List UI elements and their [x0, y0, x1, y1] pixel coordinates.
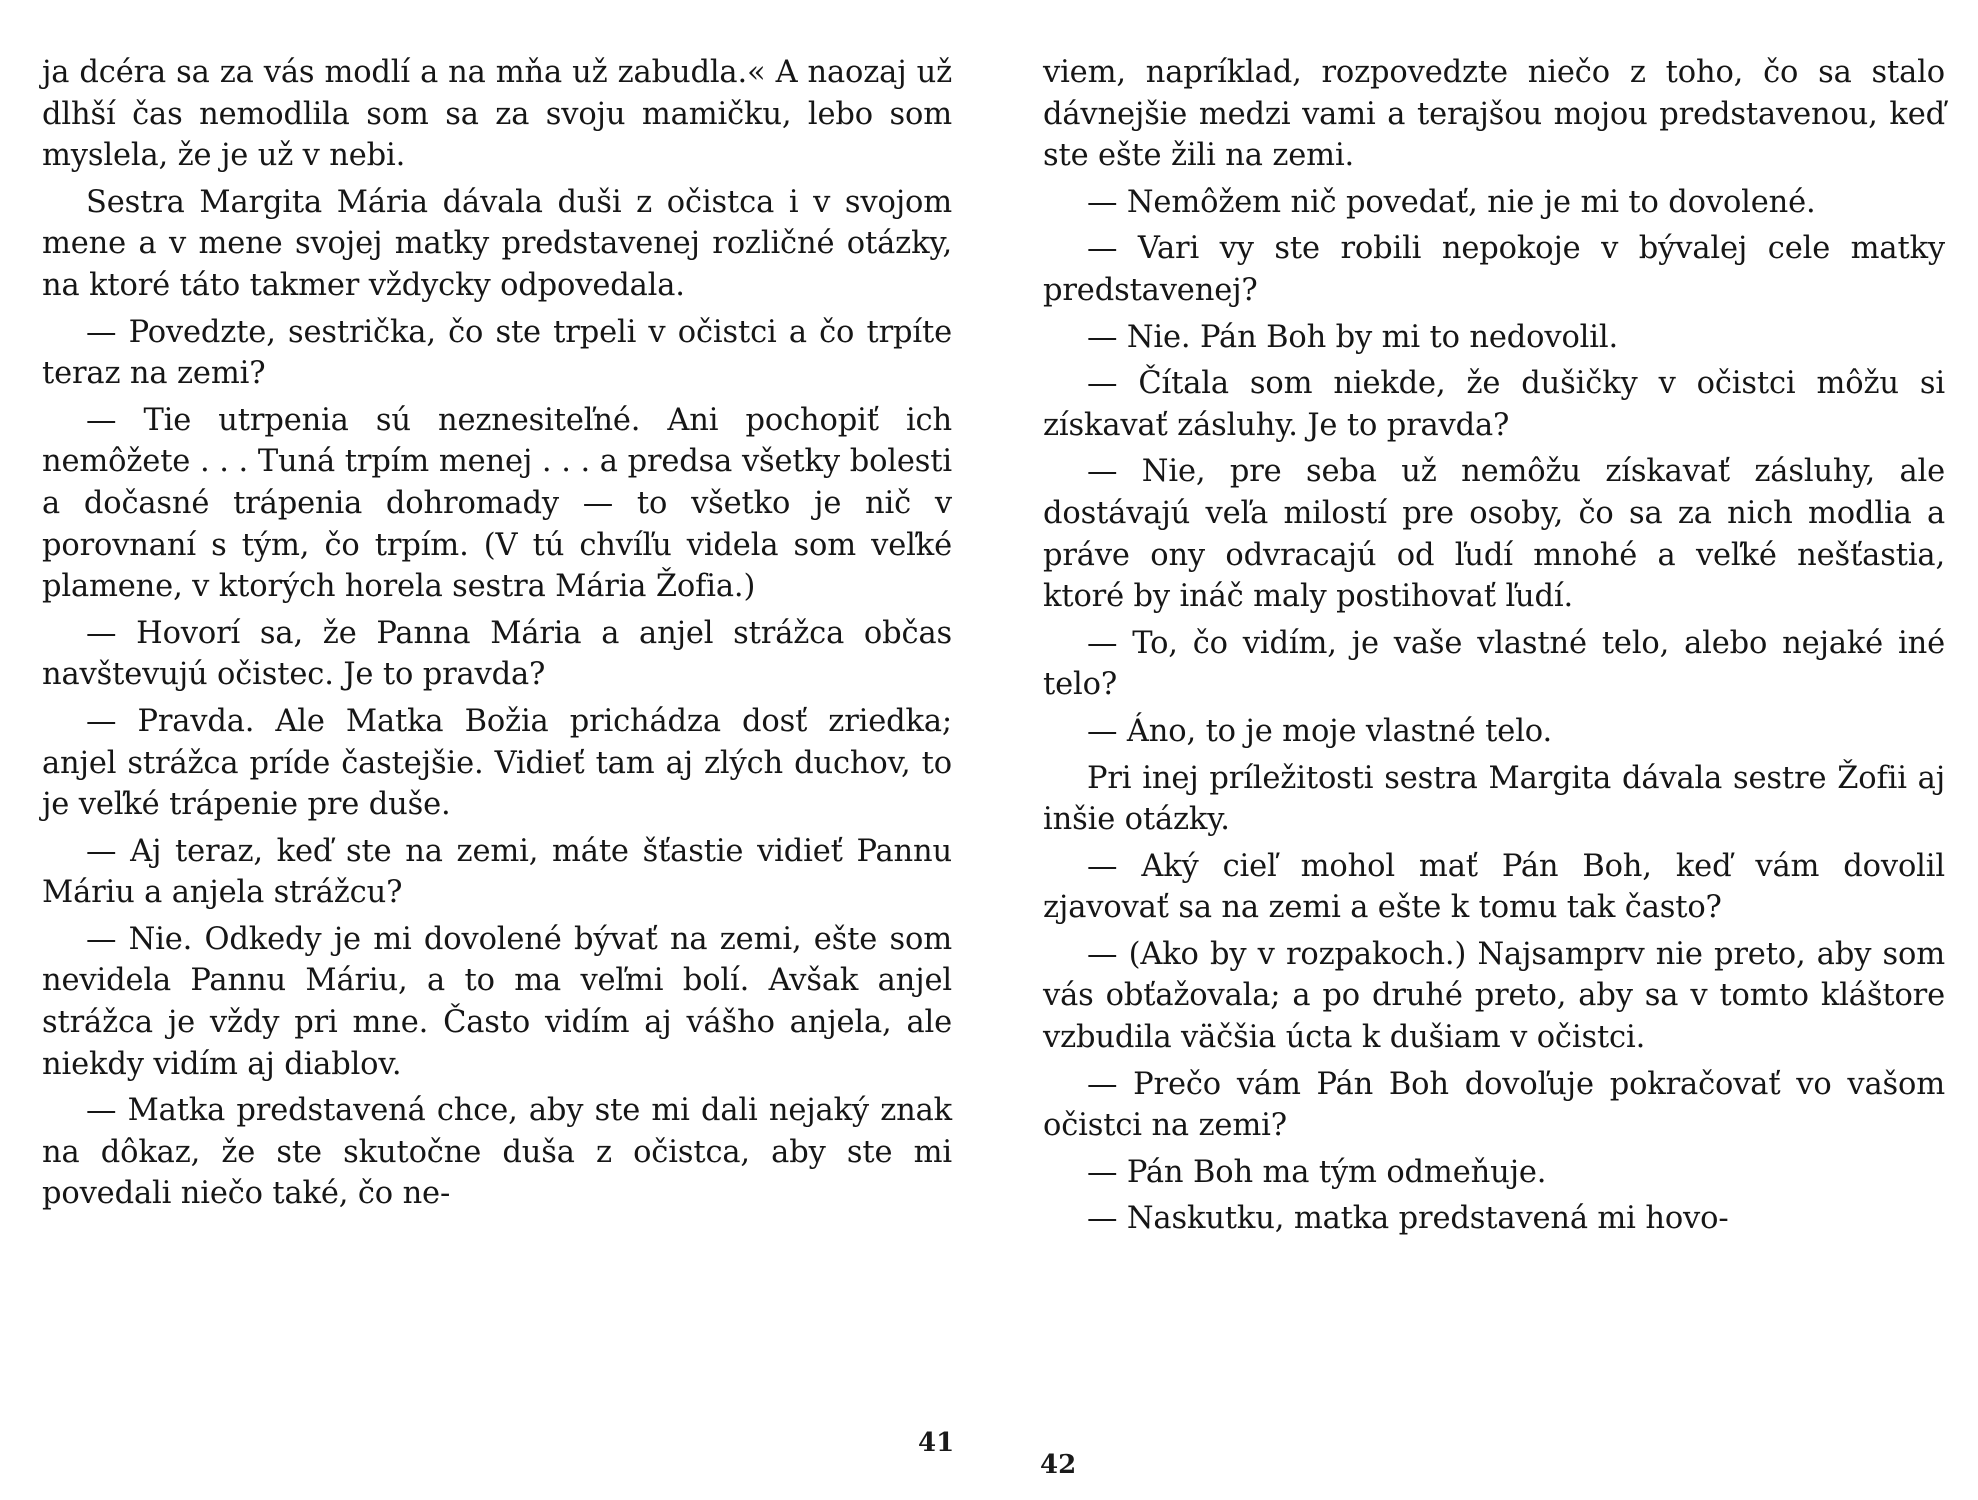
dialogue-paragraph: — Čítala som niekde, že dušičky v očistci môžu si získavať zásluhy. Je to pravda?	[1043, 366, 1945, 443]
dialogue-paragraph: — Áno, to je moje vlastné telo.	[1087, 713, 1553, 749]
dialogue-paragraph: — Aj teraz, keď ste na zemi, máte šťastie vidieť Pannu Máriu a anjela strážcu?	[42, 833, 952, 911]
paragraph: viem, napríklad, rozpovedzte niečo z toho, čo sa stalo dávnejšie medzi vami a terajšou mojou predstavenou, keď ste ešte žili na zemi.	[1043, 55, 1945, 174]
dialogue-paragraph: — (Ako by v rozpakoch.) Najsamprv nie preto, aby som vás obťažovala; a po druhé preto, aby sa v tomto kláštore vzbudila väčšia úcta k dušiam v očistci.	[1043, 936, 1945, 1056]
dialogue-paragraph: — Pravda. Ale Matka Božia prichádza dosť zriedka; anjel strážca príde častejšie. Vidieť tam aj zlých duchov, to je veľké trápenie pre duše.	[42, 703, 952, 823]
paragraph: ja dcéra sa za vás modlí a na mňa už zabudla.« A naozaj už dlhší čas nemodlila som sa za svoju mamičku, lebo som myslela, že je už v nebi.	[42, 55, 952, 174]
dialogue-paragraph: — Naskutku, matka predstavená mi hovo-	[1087, 1201, 1729, 1237]
dialogue-paragraph: — Nie, pre seba už nemôžu získavať zásluhy, ale dostávajú veľa milostí pre osoby, čo sa za nich modlia a práve ony odvracajú od ľudí mnohé a veľké nešťastia, ktoré by ináč maly postihovať ľudí.	[1043, 454, 1945, 615]
paragraph: Sestra Margita Mária dávala duši z očistca i v svojom mene a v mene svojej matky predstavenej rozličné otázky, na ktoré táto takmer vždycky odpovedala.	[42, 184, 952, 303]
dialogue-paragraph: — Tie utrpenia sú neznesiteľné. Ani pochopiť ich nemôžete . . . Tuná trpím menej . . . a predsa všetky bolesti a dočasné trápenia dohromady — to všetko je nič v porovnaní s tým, čo trpím. (V tú chvíľu videla som veľké plamene, v ktorých horela sestra Mária Žofia.)	[42, 402, 952, 605]
dialogue-paragraph: — Prečo vám Pán Boh dovoľuje pokračovať vo vašom očistci na zemi?	[1043, 1066, 1945, 1144]
dialogue-paragraph: — Nie. Pán Boh by mi to nedovolil.	[1087, 319, 1619, 355]
dialogue-paragraph: — Nemôžem nič povedať, nie je mi to dovolené.	[1087, 184, 1816, 220]
left-page-text	[42, 52, 952, 1215]
dialogue-paragraph: — Aký cieľ mohol mať Pán Boh, keď vám dovolil zjavovať sa na zemi a ešte k tomu tak často?	[1043, 848, 1945, 926]
dialogue-paragraph: — Matka predstavená chce, aby ste mi dali nejaký znak na dôkaz, že ste skutočne duša z očistca, aby ste mi povedali niečo také, čo ne-	[42, 1093, 952, 1212]
page-number: 41	[918, 1428, 955, 1458]
dialogue-paragraph: — To, čo vidím, je vaše vlastné telo, alebo nejaké iné telo?	[1043, 625, 1945, 703]
dialogue-paragraph: — Nie. Odkedy je mi dovolené bývať na zemi, ešte som nevidela Pannu Máriu, a to ma veľmi bolí. Avšak anjel strážca je vždy pri mne. Často vidím aj vášho anjela, ale niekdy vidím aj diablov.	[42, 921, 952, 1082]
paragraph: Pri inej príležitosti sestra Margita dávala sestre Žofii aj inšie otázky.	[1043, 760, 1945, 838]
right-page-text	[1043, 52, 1945, 1240]
right-page	[989, 0, 1978, 1500]
dialogue-paragraph: — Hovorí sa, že Panna Mária a anjel strážca občas navštevujú očistec. Je to pravda?	[42, 615, 952, 693]
dialogue-paragraph: — Vari vy ste robili nepokoje v bývalej cele matky predstavenej?	[1043, 231, 1945, 308]
page-number: 42	[1040, 1450, 1077, 1480]
dialogue-paragraph: — Povedzte, sestrička, čo ste trpeli v očistci a čo trpíte teraz na zemi?	[42, 314, 952, 392]
dialogue-paragraph: — Pán Boh ma tým odmeňuje.	[1087, 1154, 1547, 1190]
